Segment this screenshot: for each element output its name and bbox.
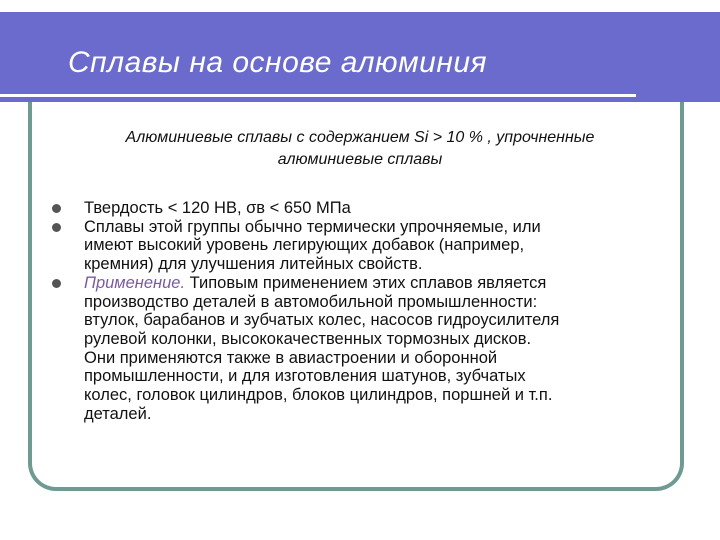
application-label: Применение. xyxy=(84,273,186,292)
bullet-line: Твердость < 120 НВ, σв < 650 МПа xyxy=(84,199,351,217)
bullet-line: Сплавы этой группы обычно термически упрочняемые, или xyxy=(84,217,541,236)
subtitle-line-1: Алюминиевые сплавы с содержанием Si > 10 % , упрочненные xyxy=(125,129,595,146)
application-text: Типовым применением этих сплавов является xyxy=(185,273,547,292)
slide-title: Сплавы на основе алюминия xyxy=(68,46,488,79)
bullet-item-heat-treatment xyxy=(52,218,672,274)
bullet-dot-icon xyxy=(52,223,61,232)
bullet-line: колес, головок цилиндров, блоков цилиндров, поршней и т.п. xyxy=(84,386,553,405)
title-underline xyxy=(0,94,636,97)
subtitle-line-2: алюминиевые сплавы xyxy=(277,151,443,168)
title-bar-notch xyxy=(684,6,720,12)
bullet-line: Они применяются также в авиастроении и оборонной xyxy=(84,348,498,367)
slide-subtitle xyxy=(50,127,670,171)
bullet-dot-icon xyxy=(52,279,61,288)
bullet-item-application xyxy=(52,274,672,424)
bullet-line: деталей. xyxy=(84,404,152,423)
bullet-line xyxy=(84,274,672,293)
bullet-list xyxy=(52,199,672,423)
bullet-line: кремния) для улучшения литейных свойств. xyxy=(84,255,423,274)
bullet-line: имеют высокий уровень легирующих добавок (например, xyxy=(84,236,525,255)
bullet-line: промышленности, и для изготовления шатунов, зубчатых xyxy=(84,367,526,386)
title-bar xyxy=(0,12,720,102)
bullet-item-hardness xyxy=(52,199,672,218)
bullet-line: производство деталей в автомобильной промышленности: xyxy=(84,292,538,311)
bullet-line: втулок, барабанов и зубчатых колес, насосов гидроусилителя xyxy=(84,311,560,330)
bullet-dot-icon xyxy=(52,204,61,213)
bullet-line: рулевой колонки, высококачественных тормозных дисков. xyxy=(84,329,532,348)
